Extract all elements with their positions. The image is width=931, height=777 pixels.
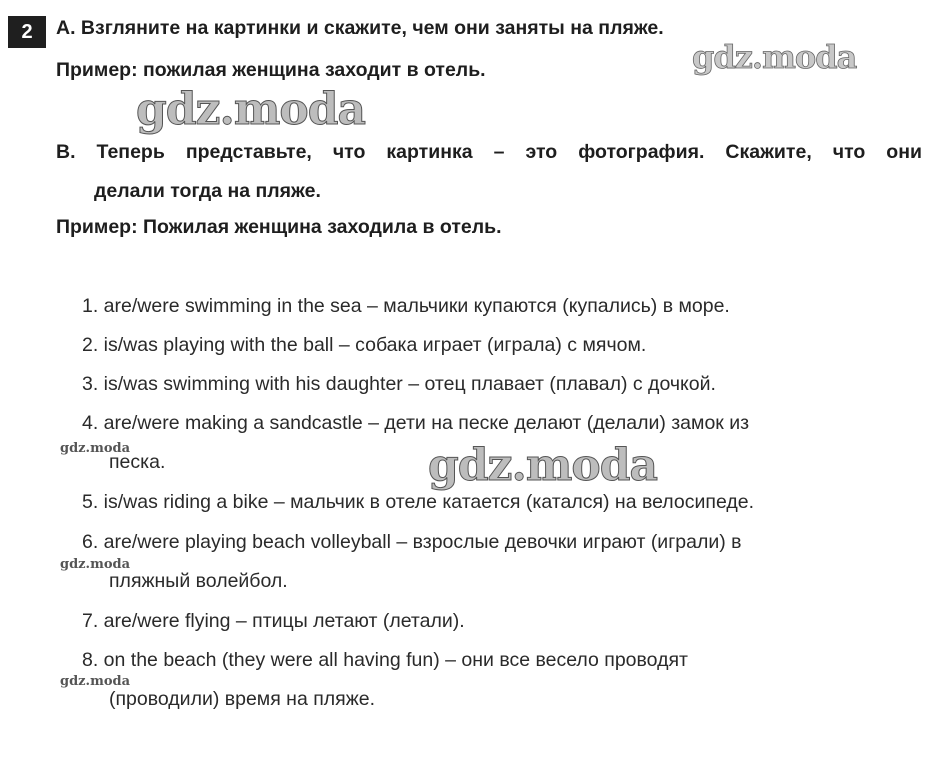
watermark-logo: gdz.moda <box>60 557 131 572</box>
watermark-logo: gdz.moda <box>428 440 658 491</box>
watermark-logo: gdz.moda <box>60 441 131 456</box>
answer-item-2: 2. is/was playing with the ball – собака играет (играла) с мячом. <box>82 334 647 356</box>
answer-item-7: 7. are/were flying – птицы летают (летали). <box>82 610 465 632</box>
task-b-line-1: B. Теперь представьте, что картинка – это фотография. Скажите, что они <box>56 141 922 163</box>
watermark-logo: gdz.moda <box>136 84 366 135</box>
answer-item-3: 3. is/was swimming with his daughter – отец плавает (плавал) с дочкой. <box>82 373 716 395</box>
answer-item-1: 1. are/were swimming in the sea – мальчики купаются (купались) в море. <box>82 295 730 317</box>
exercise-number-badge: 2 <box>8 16 46 48</box>
watermark-logo: gdz.moda <box>60 674 131 689</box>
task-a-heading: A. Взгляните на картинки и скажите, чем они заняты на пляже. <box>56 17 664 39</box>
answer-item-8-text: 8. on the beach (they were all having fun) – они все весело проводят <box>82 649 688 671</box>
task-b-heading <box>56 133 922 211</box>
answer-item-8-continuation: (проводили) время на пляже. <box>109 688 376 710</box>
answer-item-6 <box>82 523 921 601</box>
answer-item-5: 5. is/was riding a bike – мальчик в отеле катается (катался) на велосипеде. <box>82 491 754 513</box>
answer-item-6-continuation: пляжный волейбол. <box>109 570 288 592</box>
answer-item-8 <box>82 641 921 719</box>
answer-item-6-text: 6. are/were playing beach volleyball – взрослые девочки играют (играли) в <box>82 531 742 553</box>
answer-item-4-continuation: песка. <box>109 451 166 473</box>
task-b-line-2: делали тогда на пляже. <box>94 180 321 202</box>
task-b-example: Пример: Пожилая женщина заходила в отель. <box>56 216 502 238</box>
watermark-logo: gdz.moda <box>692 38 857 76</box>
task-a-example: Пример: пожилая женщина заходит в отель. <box>56 59 486 81</box>
answer-item-4-text: 4. are/were making a sandcastle – дети на песке делают (делали) замок из <box>82 412 750 434</box>
